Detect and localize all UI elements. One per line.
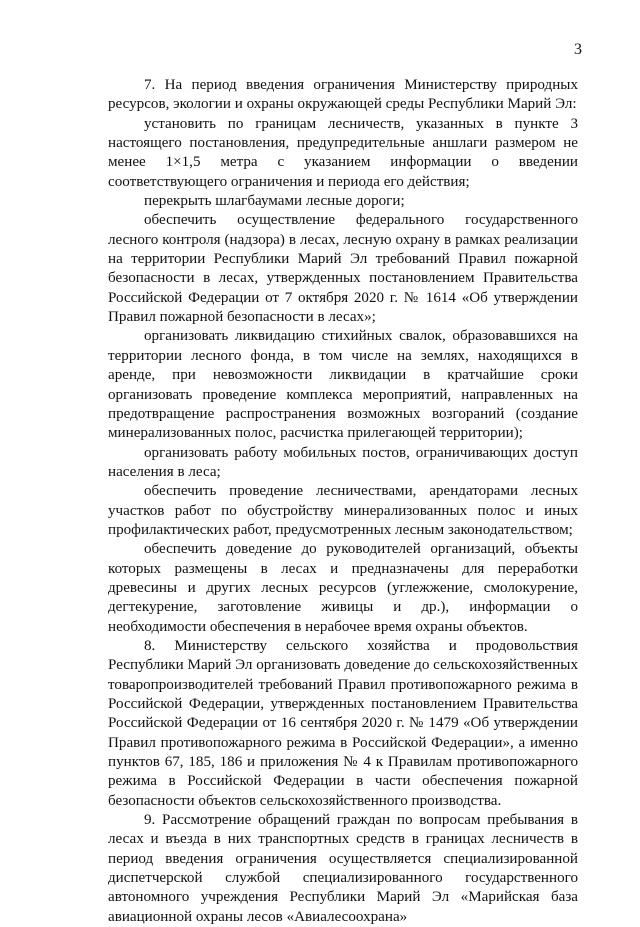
paragraph-mobile-posts: организовать работу мобильных постов, ограничивающих доступ населения в леса; (108, 444, 578, 480)
page-number: 3 (574, 41, 582, 58)
paragraph-mineralized-strips: обеспечить проведение лесничествами, арендаторами лесных участков работ по обустройству минерализованных полос и иных профилактических работ, предусмотренных лесным законодательством; (108, 483, 578, 538)
paragraph-landfills: организовать ликвидацию стихийных свалок, образовавшихся на территории лесного фонда, в том числе на землях, находящихся в аренде, при невозможности ликвидации в кратчайшие сроки организовать проведение комплекса мероприятий, направленных на предотвращение распространения возможных возгораний (создание минерализованных полос, расчистка прилегающей территории); (108, 328, 578, 442)
paragraph-organizations-notice: обеспечить доведение до руководителей организаций, объекты которых размещены в лесах и предназначены для переработки древесины и других лесных ресурсов (углежжение, смолокурение, дегтекурение, заготовление живицы и др.), информации о необходимости обеспечения в нерабочее время охраны объектов. (108, 541, 578, 635)
paragraph-warning-signs: установить по границам лесничеств, указанных в пункте 3 настоящего постановления, предупредительные аншлаги размером не менее 1×1,5 метра с указанием информации о введении соответствующего ограничения и периода его действия; (108, 115, 578, 190)
paragraph-forest-control: обеспечить осуществление федерального государственного лесного контроля (надзора) в лесах, лесную охрану в рамках реализации на территории Республики Марий Эл требований Правил пожарной безопасности в лесах, утвержденных постановлением Правительства Российской Федерации от 7 октября 2020 г. № 1614 «Об утверждении Правил пожарной безопасности в лесах»; (108, 212, 578, 326)
paragraph-9-appeals: 9. Рассмотрение обращений граждан по вопросам пребывания в лесах и въезда в них транспортных средств в границах лесничеств в период введения ограничения осуществляется специализированной диспетчерской службой специализированного государственного автономного учреждения Республики Марий Эл «Марийская база авиационной охраны лесов «Авиалесоохрана» (108, 812, 578, 925)
paragraph-barriers: перекрыть шлагбаумами лесные дороги; (144, 193, 405, 210)
paragraph-8-agriculture: 8. Министерству сельского хозяйства и продовольствия Республики Марий Эл организовать доведение до сельскохозяйственных товаропроизводителей требований Правил противопожарного режима в Российской Федерации, утвержденных постановлением Правительства Российской Федерации от 16 сентября 2020 г. № 1479 «Об утверждении Правил противопожарного режима в Российской Федерации», а именно пунктов 67, 185, 186 и приложения № 4 к Правилам противопожарного режима в Российской Федерации в части обеспечения пожарной безопасности объектов сельскохозяйственного производства. (108, 637, 578, 809)
document-body (108, 76, 578, 927)
paragraph-7-intro: 7. На период введения ограничения Министерству природных ресурсов, экологии и охраны окружающей среды Республики Марий Эл: (108, 77, 578, 113)
